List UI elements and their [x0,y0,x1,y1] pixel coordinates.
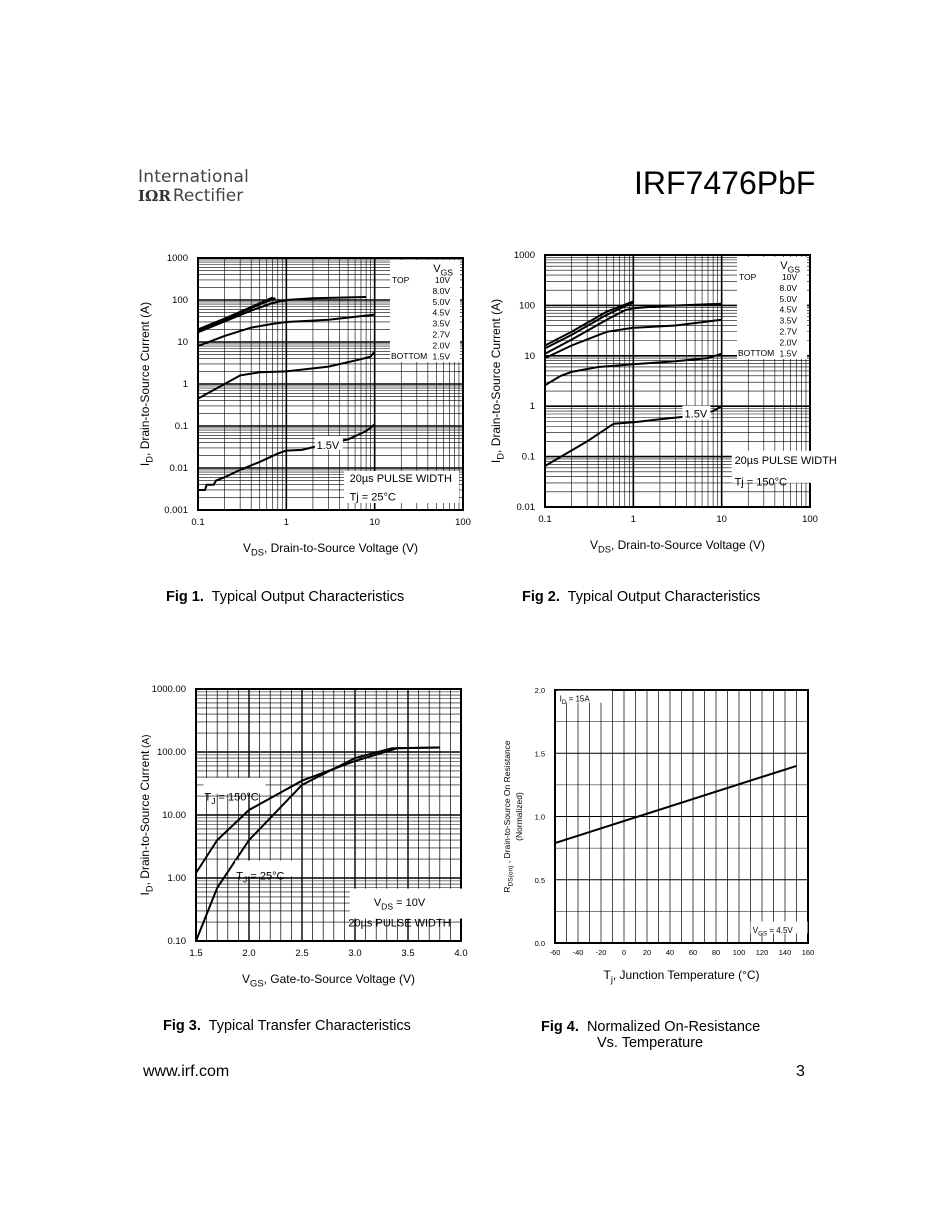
x-axis-label: $V_{DS}$, Drain-to-Source Voltage (V) [589,538,766,555]
x-tick-label: 1 [630,514,636,525]
legend-entry: 4.5V [779,304,797,315]
y-tick-label: 0.001 [164,505,188,516]
legend-entry: 5.0V [432,296,450,307]
x-tick-label: 160 [801,948,815,957]
y-axis-label: $I_D$, Drain-to-Source Current (A) [489,298,506,464]
y-axis-label-group [138,735,155,896]
company-name-line2: Rectifier [172,186,244,206]
x-tick-label: -60 [549,948,561,957]
x-axis-label: $T_j$, Junction Temperature (°C) [603,968,760,985]
legend-entry: 10V [434,275,450,285]
x-tick-label: 1.5 [189,948,203,959]
x-tick-label: 60 [688,948,698,957]
fig1-chart [130,245,480,565]
legend-entry: 2.7V [779,326,797,337]
legend-entry: 3.5V [432,318,450,329]
y-axis-label: $I_D$, Drain-to-Source Current (Α) [138,734,155,896]
fig4-chart [490,675,830,995]
y-tick-label: 1 [182,379,188,390]
legend-entry: 10V [781,272,797,282]
legend [737,257,807,359]
x-tick-label: 20 [642,948,652,957]
y-tick-label: 1 [529,401,535,413]
annotation-1-5v: 1.5V [316,440,340,453]
y-tick-label: 0.10 [167,936,186,947]
y-tick-label: 1.5 [534,749,545,759]
y-axis-label-line2: (Normalized) [514,792,524,841]
legend-top-label: TOP [392,275,410,285]
part-number: IRF7476PbF [634,165,816,201]
y-tick-label: 1.0 [534,812,545,822]
fig4-caption: Fig 4. Normalized On-Resistance Vs. Temperature [541,1019,761,1051]
x-tick-label: 3.5 [401,948,415,959]
annotation-tj-150: $T_J = 150^\circ C$ [204,791,259,806]
y-tick-label: 1000 [166,253,188,264]
legend-entry: 2.7V [432,329,450,340]
y-axis-label: $R_{DS(on)}$ , Drain-to-Source On Resistance [502,740,515,893]
annotation-tj: Tj = 25°C [349,491,396,504]
series-line [196,748,440,874]
annotation-id: $I_D = 15A$ [559,694,590,706]
footer-url[interactable]: www.irf.com [143,1063,230,1080]
y-tick-label: 0.1 [174,421,188,432]
legend-entry: 8.0V [779,282,797,293]
annotation-pulse-width: 20µs PULSE WIDTH [734,454,837,467]
legend-bottom-label: BOTTOM [391,351,428,361]
fig3-caption: Fig 3. Typical Transfer Characteristics [163,1018,411,1034]
x-tick-label: -20 [595,948,607,957]
page-number: 3 [796,1063,805,1080]
y-tick-label: 1.00 [167,873,186,884]
series-line [555,766,797,843]
legend-entry: 5.0V [779,293,797,304]
fig2-chart [480,245,837,565]
y-tick-label: 1000.00 [151,684,186,695]
x-tick-label: -40 [572,948,584,957]
y-tick-label: 100 [519,300,535,312]
series-line [198,298,273,330]
x-tick-label: 0.1 [191,517,205,528]
annotation-pulse-width: 20µs PULSE WIDTH [349,472,452,485]
y-tick-label: 0.01 [516,502,535,513]
y-tick-label: 0.01 [169,463,188,474]
legend-entry: 1.5V [432,351,450,362]
x-tick-label: 1 [283,517,289,528]
x-tick-label: 140 [778,948,792,957]
annotation-vds: $V_{DS} = 10V$ [373,896,426,912]
legend-title: $V_{GS}$ [433,263,453,278]
legend-entry: 2.0V [779,337,797,348]
y-tick-label: 10 [524,350,535,362]
grid [555,690,808,943]
x-axis-label: $V_{DS}$, Drain-to-Source Voltage (V) [242,541,419,558]
legend-title: $V_{GS}$ [780,260,800,275]
y-tick-label: 0.1 [521,451,535,463]
x-tick-label: 10 [369,517,380,528]
y-axis-label-group [502,740,524,893]
annotation-tj-25: $T_J = 25^\circ C$ [236,870,285,885]
x-tick-label: 4.0 [454,948,468,959]
x-tick-label: 120 [755,948,769,957]
legend-entry: 3.5V [779,315,797,326]
y-axis-label: $I_D$, Drain-to-Source Current (A) [138,301,155,467]
x-tick-label: 100 [455,517,471,528]
x-tick-label: 100 [802,514,818,525]
x-tick-label: 0.1 [538,514,552,525]
fig3-chart [130,675,480,995]
legend-top-label: TOP [739,272,757,282]
x-tick-label: 10 [716,514,727,525]
y-tick-label: 100.00 [156,747,186,758]
annotation-vgs: $V_{GS} = 4.5V$ [752,925,793,938]
x-axis-label: $V_{GS}$, Gate-to-Source Voltage (V) [242,972,415,989]
annotation-1-5v: 1.5V [684,408,708,421]
company-name-line1: International [138,167,250,187]
y-tick-label: 0.0 [534,939,545,948]
y-tick-label: 10.00 [162,810,186,821]
legend-entry: 1.5V [779,348,797,359]
fig1-caption: Fig 1. Typical Output Characteristics [166,589,405,605]
annotation-tj: Tj = 150°C [734,476,787,489]
y-tick-label: 1000 [513,250,535,261]
y-tick-label: 10 [177,337,188,348]
ior-logo-mark: IΩR [138,187,171,205]
x-tick-label: 100 [732,948,746,957]
legend-entry: 4.5V [432,307,450,318]
legend-bottom-label: BOTTOM [738,348,775,358]
x-tick-label: 2.0 [242,948,256,959]
x-tick-label: 0 [621,948,627,957]
y-tick-label: 100 [172,295,188,306]
x-tick-label: 3.0 [348,948,362,959]
legend-entry: 8.0V [432,285,450,296]
annotation-pulse-width: 20µs PULSE WIDTH [348,917,451,930]
x-tick-label: 40 [665,948,675,957]
company-logo [138,167,249,206]
legend-entry: 2.0V [432,340,450,351]
y-tick-label: 2.0 [534,686,545,695]
y-tick-label: 0.5 [534,875,545,885]
legend [390,260,460,362]
x-tick-label: 80 [711,948,721,957]
y-axis-label-group [138,302,155,466]
y-axis-label-group [489,299,506,463]
fig2-caption: Fig 2. Typical Output Characteristics [522,589,761,605]
x-tick-label: 2.5 [295,948,309,959]
